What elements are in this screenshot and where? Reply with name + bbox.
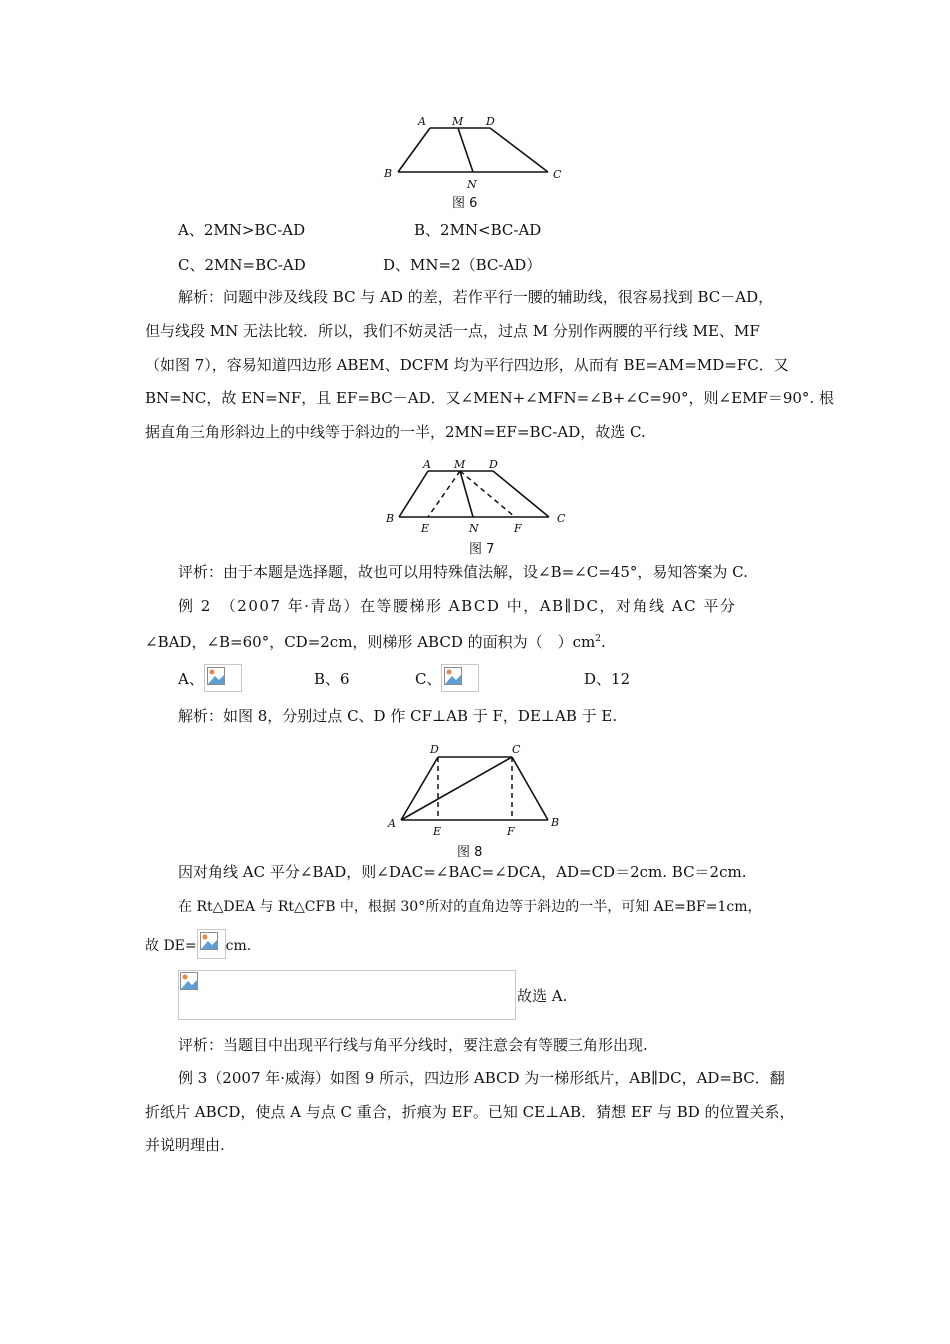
comment2: 评析：当题目中出现平行线与角平分线时，要注意会有等腰三角形出现. bbox=[178, 1036, 648, 1054]
fig7-label-b: B bbox=[386, 512, 395, 525]
fig7-label-a: A bbox=[423, 458, 431, 471]
figure-8-diagram bbox=[385, 740, 570, 862]
choose-a: 故选 A. bbox=[517, 987, 568, 1005]
ex2-option-b: B、6 bbox=[314, 670, 350, 688]
example2-sup: 2 bbox=[595, 634, 601, 644]
reason-line-3 bbox=[145, 933, 807, 959]
broken-image-icon bbox=[197, 929, 226, 959]
example2-line-2-text: ∠BAD，∠B=60°，CD=2cm，则梯形 ABCD 的面积为（ ）cm bbox=[145, 633, 596, 651]
analysis1-line-1: 解析：问题中涉及线段 BC 与 AD 的差，若作平行一腰的辅助线，很容易找到 BC－AD， bbox=[178, 288, 774, 306]
reason-line-1: 因对角线 AC 平分∠BAD，则∠DAC=∠BAC=∠DCA，AD=CD＝2cm. BC＝2cm. bbox=[178, 863, 747, 881]
fig7-label-f: F bbox=[514, 522, 522, 535]
fig6-label-m: M bbox=[452, 115, 464, 128]
fig6-label-d: D bbox=[486, 115, 495, 128]
example3-line-2: 折纸片 ABCD，使点 A 与点 C 重合，折痕为 EF。已知 CE⊥AB．猜想 EF 与 BD 的位置关系， bbox=[145, 1103, 795, 1121]
example2-line-2-end: . bbox=[600, 633, 606, 651]
fig7-label-d: D bbox=[489, 458, 498, 471]
fig7-label-m: M bbox=[454, 458, 466, 471]
option-c: C、2MN=BC-AD bbox=[178, 256, 306, 274]
fig6-label-a: A bbox=[418, 115, 426, 128]
ex2-option-a bbox=[178, 668, 242, 692]
ex2-option-c bbox=[415, 668, 479, 692]
fig8-label-f: F bbox=[507, 825, 515, 838]
fig8-label-a: A bbox=[388, 817, 396, 830]
option-a: A、2MN>BC-AD bbox=[178, 221, 306, 239]
comment1: 评析：由于本题是选择题，故也可以用特殊值法解，设∠B=∠C=45°，易知答案为 C. bbox=[178, 563, 748, 581]
option-b: B、2MN<BC-AD bbox=[414, 221, 542, 239]
fig7-label-c: C bbox=[557, 512, 566, 525]
fig7-label-n: N bbox=[469, 522, 479, 535]
broken-image-icon bbox=[204, 664, 242, 692]
analysis1-line-5: 据直角三角形斜边上的中线等于斜边的一半，2MN=EF=BC-AD，故选 C. bbox=[145, 423, 646, 441]
fig6-label-b: B bbox=[384, 167, 393, 180]
figure-7-diagram bbox=[383, 455, 573, 560]
fig6-label-n: N bbox=[467, 178, 477, 191]
fig8-label-d: D bbox=[430, 743, 439, 756]
example2-line-1: 例 2 （2007 年·青岛）在等腰梯形 ABCD 中，AB∥DC，对角线 AC 平分 bbox=[178, 597, 737, 615]
example3-line-3: 并说明理由. bbox=[145, 1136, 225, 1154]
analysis1-line-3: （如图 7），容易知道四边形 ABEM、DCFM 均为平行四边形，从而有 BE=AM=MD=FC．又 bbox=[145, 356, 789, 374]
reason-line-3-text: 故 DE= bbox=[145, 938, 197, 954]
fig7-caption: 图 7 bbox=[469, 542, 495, 557]
example3-line-1: 例 3（2007 年·威海）如图 9 所示，四边形 ABCD 为一梯形纸片，AB∥DC，AD=BC．翻 bbox=[178, 1069, 785, 1087]
figure-6-diagram bbox=[380, 112, 570, 212]
ex2-option-a-label: A、 bbox=[178, 670, 204, 688]
fig6-label-c: C bbox=[553, 168, 562, 181]
broken-image-icon bbox=[180, 972, 198, 990]
figure-6 bbox=[380, 112, 570, 212]
figure-8 bbox=[385, 740, 570, 862]
fig8-label-e: E bbox=[433, 825, 442, 838]
example2-line-2 bbox=[145, 629, 807, 652]
analysis1-line-2: 但与线段 MN 无法比较．所以，我们不妨灵活一点，过点 M 分别作两腰的平行线 ME、MF bbox=[145, 322, 760, 340]
analysis1-line-4: BN=NC，故 EN=NF，且 EF=BC－AD．又∠MEN+∠MFN=∠B+∠C=90°，则∠EMF＝90°. 根 bbox=[145, 389, 834, 407]
reason-line-2: 在 Rt△DEA 与 Rt△CFB 中，根据 30°所对的直角边等于斜边的一半，可知 AE=BF=1cm， bbox=[178, 899, 762, 915]
fig6-caption: 图 6 bbox=[452, 196, 478, 211]
broken-image-placeholder bbox=[178, 970, 516, 1020]
analysis2: 解析：如图 8，分别过点 C、D 作 CF⊥AB 于 F，DE⊥AB 于 E. bbox=[178, 707, 618, 725]
fig7-label-e: E bbox=[421, 522, 430, 535]
ex2-option-c-label: C、 bbox=[415, 670, 442, 688]
option-d: D、MN=2（BC-AD） bbox=[383, 256, 542, 274]
ex2-option-d: D、12 bbox=[584, 670, 631, 688]
fig8-caption: 图 8 bbox=[457, 845, 483, 860]
reason-line-3-unit: cm. bbox=[225, 938, 252, 954]
fig8-label-b: B bbox=[551, 816, 560, 829]
figure-7 bbox=[383, 455, 573, 560]
broken-image-icon bbox=[441, 664, 479, 692]
fig8-label-c: C bbox=[512, 743, 521, 756]
